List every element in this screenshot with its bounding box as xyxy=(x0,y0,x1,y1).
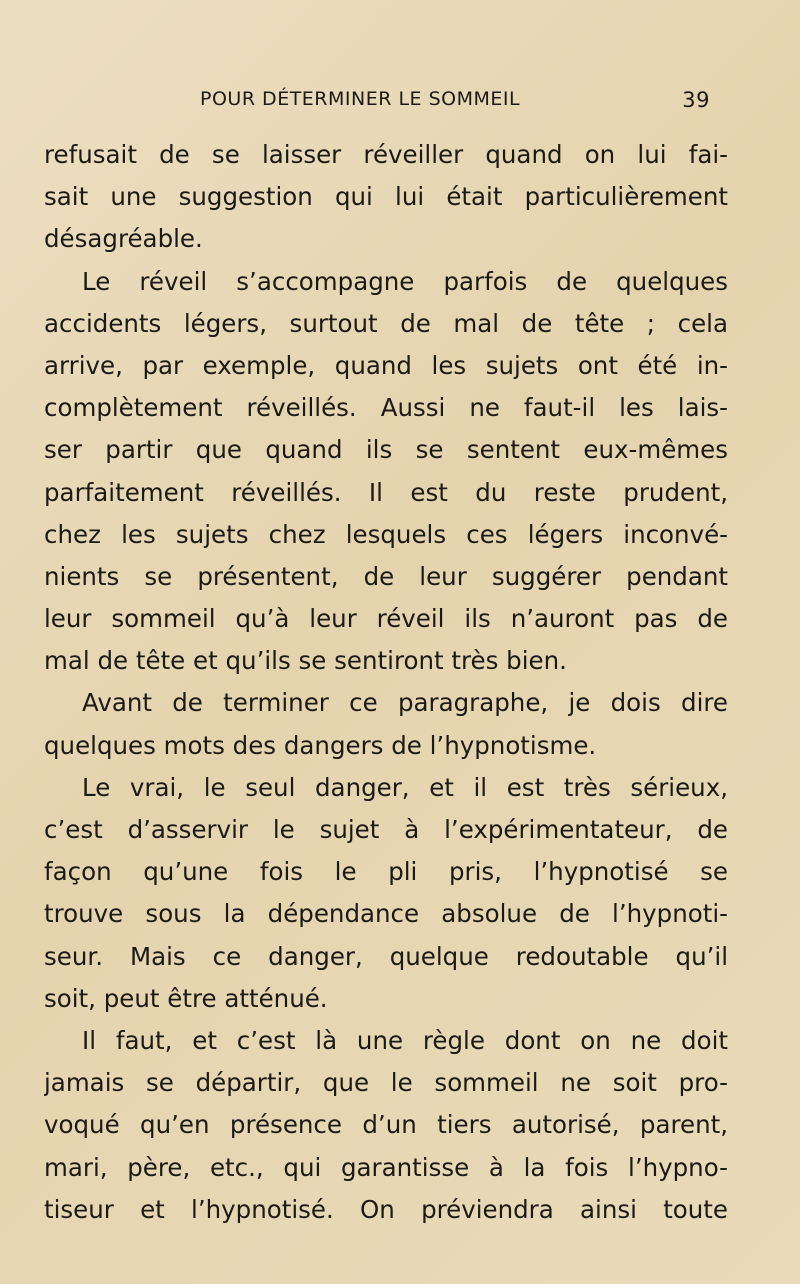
text-line: jamais se départir, que le sommeil ne soit pro- xyxy=(44,1068,728,1098)
text-line: c’est d’asservir le sujet à l’expérimentateur, de xyxy=(44,815,728,844)
text-line: nients se présentent, de leur suggérer pendant xyxy=(44,561,728,591)
text-line: soit, peut être atténué. xyxy=(44,983,328,1013)
text-line: tiseur et l’hypnotisé. On préviendra ainsi toute xyxy=(44,1194,728,1224)
text-line: sait une suggestion qui lui était particulièrement xyxy=(44,182,728,212)
page-number: 39 xyxy=(682,88,710,112)
text-line: façon qu’une fois le pli pris, l’hypnotisé se xyxy=(44,857,728,887)
text-line: désagréable. xyxy=(44,224,203,254)
text-line: leur sommeil qu’à leur réveil ils n’auront pas de xyxy=(44,604,728,634)
running-head-title: POUR DÉTERMINER LE SOMMEIL xyxy=(200,88,521,110)
text-line: quelques mots des dangers de l’hypnotisme. xyxy=(44,730,597,760)
text-line: Le réveil s’accompagne parfois de quelques xyxy=(82,266,728,296)
text-line: mari, père, etc., qui garantisse à la fois l’hypno- xyxy=(44,1152,728,1182)
text-line: chez les sujets chez lesquels ces légers inconvé- xyxy=(44,519,728,549)
text-line: accidents légers, surtout de mal de tête ; cela xyxy=(44,308,728,338)
text-line: refusait de se laisser réveiller quand on lui fai- xyxy=(44,140,728,169)
text-line: mal de tête et qu’ils se sentiront très bien. xyxy=(44,646,567,676)
text-line: parfaitement réveillés. Il est du reste prudent, xyxy=(44,477,728,507)
text-line: voqué qu’en présence d’un tiers autorisé, parent, xyxy=(44,1110,728,1140)
running-head xyxy=(200,88,710,118)
text-line: trouve sous la dépendance absolue de l’hypnoti- xyxy=(44,899,728,929)
text-line: complètement réveillés. Aussi ne faut-il les lais- xyxy=(44,393,728,423)
text-line: ser partir que quand ils se sentent eux-mêmes xyxy=(44,435,728,465)
text-line: Avant de terminer ce paragraphe, je dois dire xyxy=(82,688,728,718)
text-line: Le vrai, le seul danger, et il est très sérieux, xyxy=(82,772,728,802)
body-text xyxy=(44,134,728,1231)
text-line: Il faut, et c’est là une règle dont on ne doit xyxy=(82,1025,728,1055)
text-line: seur. Mais ce danger, quelque redoutable qu’il xyxy=(44,941,728,971)
text-line: arrive, par exemple, quand les sujets ont été in- xyxy=(44,350,728,380)
